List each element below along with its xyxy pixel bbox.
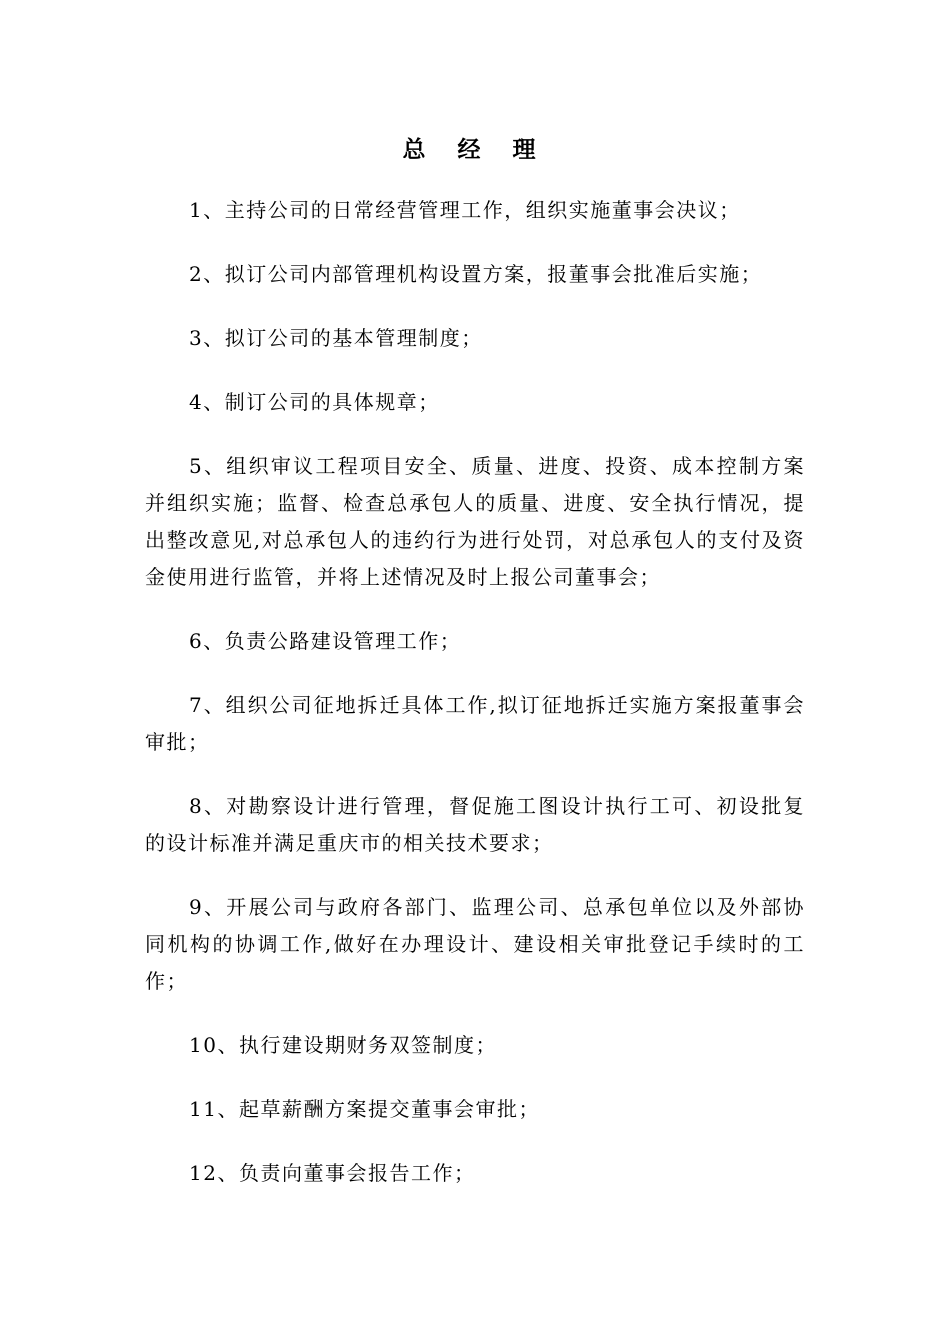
duty-item-12: 12、负责向董事会报告工作； xyxy=(189,1161,476,1185)
duty-item-5: 5、组织审议工程项目安全、质量、进度、投资、成本控制方案并组织实施；监督、检查总承包人的质量、进度、安全执行情况，提出整改意见,对总承包人的违约行为进行处罚，对总承包人的支付及资金使用进行监管，并将上述情况及时上报公司董事会； xyxy=(145,454,805,589)
duty-item-1: 1、主持公司的日常经营管理工作，组织实施董事会决议； xyxy=(189,198,741,222)
duty-item-4: 4、制订公司的具体规章； xyxy=(189,390,440,414)
duty-item-9: 9、开展公司与政府各部门、监理公司、总承包单位以及外部协同机构的协调工作,做好在办理设计、建设相关审批登记手续时的工作； xyxy=(145,895,805,993)
duties-list xyxy=(145,192,805,1219)
duty-item-7: 7、组织公司征地拆迁具体工作,拟订征地拆迁实施方案报董事会审批； xyxy=(145,693,805,754)
duty-item-2: 2、拟订公司内部管理机构设置方案，报董事会批准后实施； xyxy=(189,262,763,286)
duty-item-6: 6、负责公路建设管理工作； xyxy=(189,629,462,653)
duty-item-8: 8、对勘察设计进行管理，督促施工图设计执行工可、初设批复的设计标准并满足重庆市的相关技术要求； xyxy=(145,794,805,855)
page-title: 总 经 理 xyxy=(402,137,548,163)
duty-item-11: 11、起草薪酬方案提交董事会审批； xyxy=(189,1097,540,1121)
duty-item-10: 10、执行建设期财务双签制度； xyxy=(189,1033,497,1057)
duty-item-3: 3、拟订公司的基本管理制度； xyxy=(189,326,483,350)
